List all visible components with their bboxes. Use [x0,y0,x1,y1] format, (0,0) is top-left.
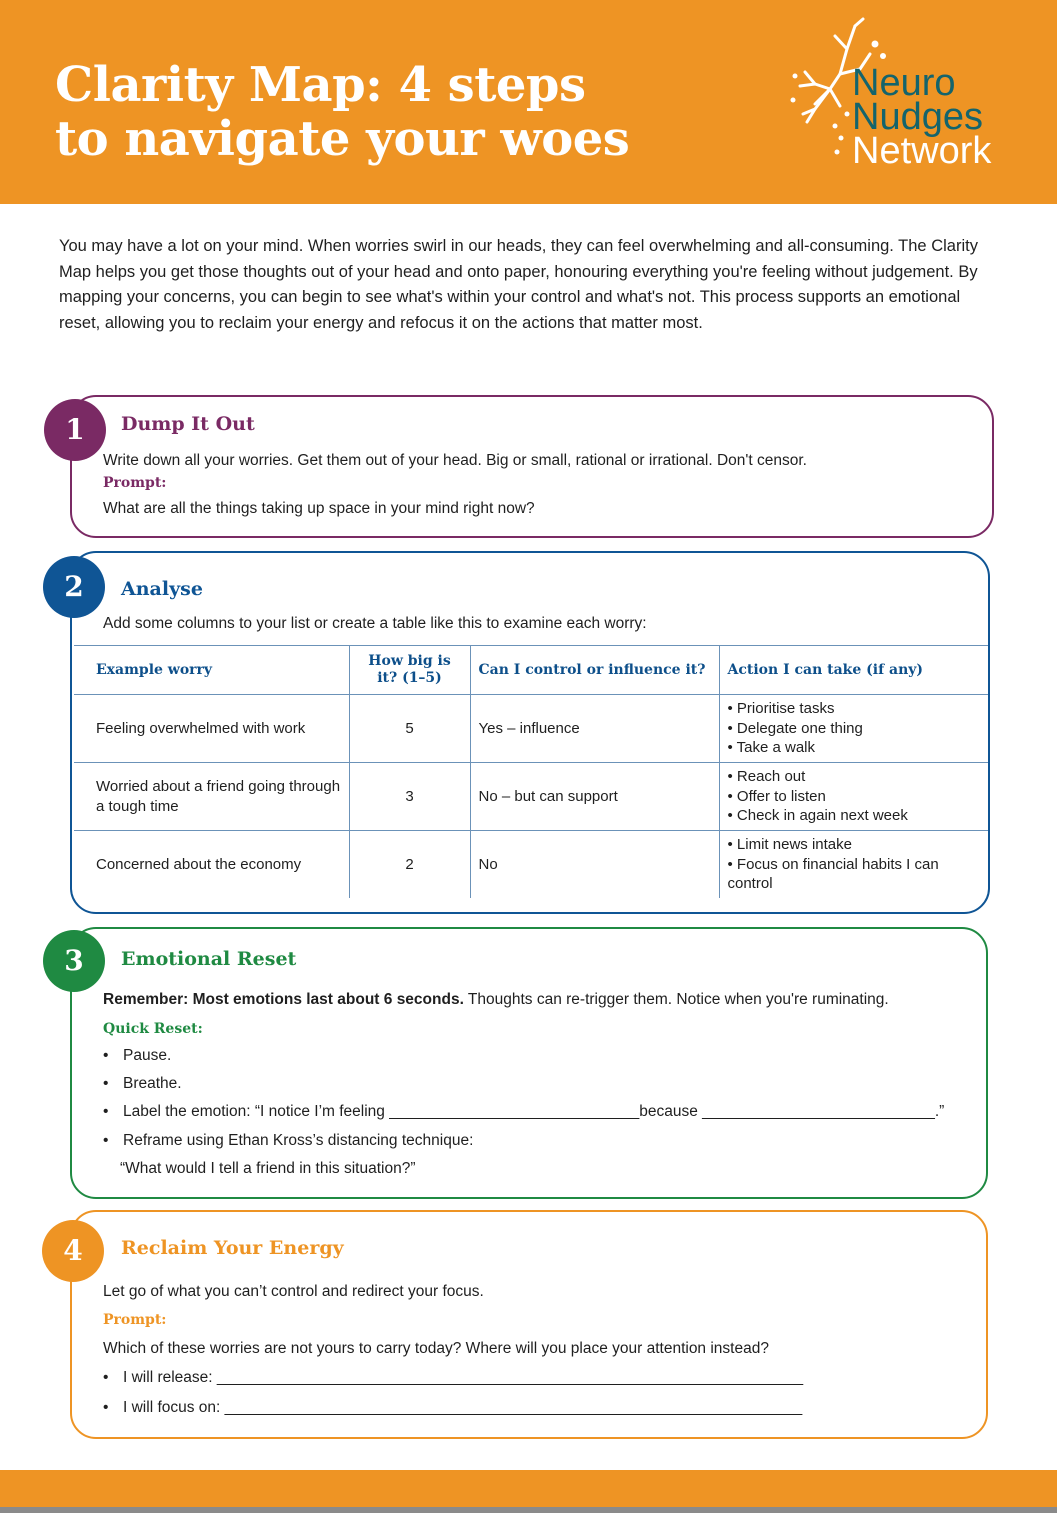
footer-rule [0,1507,1057,1513]
step-3-quick-label: Quick Reset: [103,1021,203,1037]
header-banner [0,0,1057,204]
step-3-remember-bold: Remember: Most emotions last about 6 seconds. [103,991,464,1008]
step-1-prompt-label: Prompt: [103,475,167,491]
bullet-text[interactable]: Label the emotion: “I notice I’m feeling _____________________________because ___________________________.” [123,1103,945,1120]
bullet-text[interactable]: I will release: ____________________________________________________________________ [123,1369,804,1386]
bullet-dot: • [103,1103,109,1120]
cell-worry: Concerned about the economy [74,831,349,899]
bullet-dot: • [103,1075,109,1092]
col-header-action: Action I can take (if any) [719,646,988,695]
cell-size: 3 [349,763,470,831]
step-2-text: Add some columns to your list or create a table like this to examine each worry: [103,615,647,632]
bullet-dot: • [103,1399,109,1416]
bullet-text: Breathe. [123,1075,182,1092]
step-2-title: Analyse [121,578,203,600]
step-1-badge: 1 [44,399,106,461]
step-3-title: Emotional Reset [121,948,297,970]
col-header-control: Can I control or influence it? [470,646,719,695]
cell-worry: Worried about a friend going through a tough time [74,763,349,831]
cell-control: Yes – influence [470,695,719,763]
table-row [74,831,988,899]
intro-paragraph: You may have a lot on your mind. When worries swirl in our heads, they can feel overwhelming and all-consuming. The Clarity Map helps you get those thoughts out of your head and onto paper, honouring everything you're feeling without judgement. By mapping your concerns, you can begin to see what's within your control and what's not. This process supports an emotional reset, allowing you to reclaim your energy and refocus it on the actions that matter most. [59,237,978,332]
step-2-badge: 2 [43,556,105,618]
bullet-dot: • [103,1369,109,1386]
bullet-text: Pause. [123,1047,172,1064]
step-1-prompt: What are all the things taking up space in your mind right now? [103,500,535,517]
step-4-prompt: Which of these worries are not yours to carry today? Where will you place your attention instead? [103,1340,769,1357]
step-4-text: Let go of what you can’t control and redirect your focus. [103,1283,484,1300]
page-title [55,58,629,166]
cell-size: 5 [349,695,470,763]
brand-line-2: Nudges [852,96,983,138]
brand-line-1: Neuro [852,62,956,104]
cell-actions: • Prioritise tasks • Delegate one thing • Take a walk [719,695,988,763]
cell-actions: • Reach out • Offer to listen • Check in again next week [719,763,988,831]
step-1-title: Dump It Out [121,413,255,435]
step-3-remember [103,991,889,1009]
bullet-text: Reframe using Ethan Kross’s distancing technique: [123,1132,474,1149]
title-line-1: Clarity Map: 4 steps [55,57,586,113]
step-4-title: Reclaim Your Energy [121,1237,344,1259]
bullet-dot: • [103,1047,109,1064]
cell-worry: Feeling overwhelmed with work [74,695,349,763]
step-3-badge: 3 [43,930,105,992]
bullet-text[interactable]: I will focus on: ___________________________________________________________________ [123,1399,803,1416]
bullet-dot: • [103,1132,109,1149]
footer-band [0,1470,1057,1507]
cell-control: No [470,831,719,899]
step-3-quote: “What would I tell a friend in this situation?” [120,1160,416,1177]
step-4-prompt-label: Prompt: [103,1312,167,1328]
col-header-worry: Example worry [74,646,349,695]
brand-line-3: Network [852,130,992,172]
title-line-2: to navigate your woes [55,111,630,167]
step-3-remember-rest: Thoughts can re-trigger them. Notice when you're ruminating. [463,991,889,1008]
step-1-text: Write down all your worries. Get them out of your head. Big or small, rational or irrational. Don't censor. [103,452,807,469]
table-header-row [74,646,988,695]
table-row [74,695,988,763]
worry-table [74,645,988,898]
step-4-badge: 4 [42,1220,104,1282]
cell-control: No – but can support [470,763,719,831]
cell-size: 2 [349,831,470,899]
cell-actions: • Limit news intake • Focus on financial habits I can control [719,831,988,899]
brand-name [852,62,992,172]
col-header-size: How big is it? (1–5) [349,646,470,695]
table-row [74,763,988,831]
